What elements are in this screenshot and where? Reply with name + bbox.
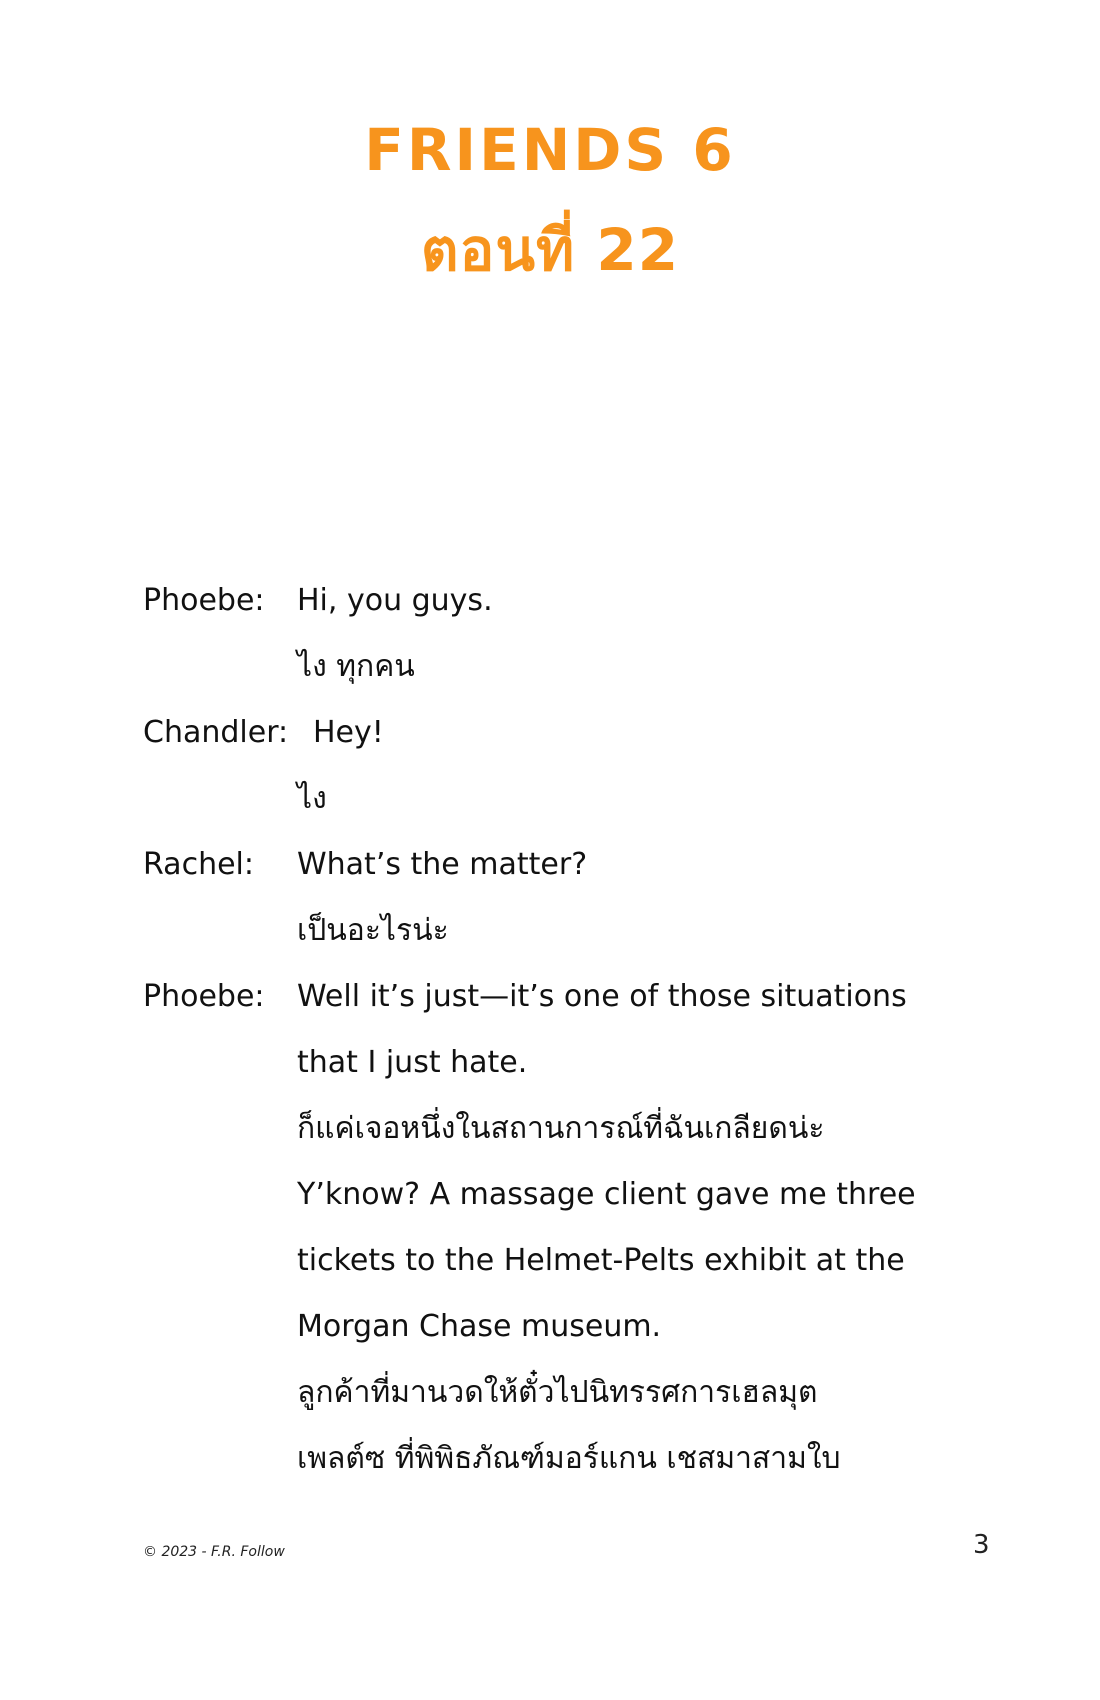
- copyright-notice: © 2023 - F.R. Follow: [143, 1544, 285, 1560]
- dialogue-text: Well it’s just—it’s one of those situations: [297, 979, 907, 1014]
- dialogue-line: [143, 1096, 1003, 1162]
- dialogue-line: [143, 634, 1003, 700]
- speaker-label: Chandler:: [143, 715, 289, 750]
- dialogue-text: that I just hate.: [297, 1045, 528, 1080]
- dialogue-translation: ลูกค้าที่มานวดให้ตั๋วไปนิทรรศการเฮลมุต: [297, 1375, 818, 1410]
- dialogue-text: What’s the matter?: [297, 847, 588, 882]
- dialogue-line: [143, 1228, 1003, 1294]
- dialogue-text: Y’know? A massage client gave me three: [297, 1177, 916, 1212]
- dialogue-translation: เพลต์ซ ที่พิพิธภัณฑ์มอร์แกน เชสมาสามใบ: [297, 1441, 841, 1476]
- dialogue-translation: ไง ทุกคน: [297, 649, 415, 684]
- dialogue-line: [143, 1030, 1003, 1096]
- speaker-label: Rachel:: [143, 847, 254, 882]
- dialogue-translation: ไง: [297, 781, 327, 816]
- dialogue-script: [143, 568, 1003, 1492]
- dialogue-translation: เป็นอะไรน่ะ: [297, 913, 449, 948]
- dialogue-line: [143, 1294, 1003, 1360]
- dialogue-text: Morgan Chase museum.: [297, 1309, 662, 1344]
- dialogue-line: [143, 1360, 1003, 1426]
- dialogue-line: [143, 700, 1003, 766]
- dialogue-translation: ก็แค่เจอหนึ่งในสถานการณ์ที่ฉันเกลียดน่ะ: [297, 1111, 825, 1146]
- speaker-label: Phoebe:: [143, 979, 265, 1014]
- dialogue-line: [143, 832, 1003, 898]
- page-number: 3: [973, 1530, 990, 1560]
- dialogue-line: [143, 964, 1003, 1030]
- dialogue-text: Hey!: [313, 715, 384, 750]
- dialogue-line: [143, 898, 1003, 964]
- dialogue-line: [143, 1426, 1003, 1492]
- dialogue-text: tickets to the Helmet-Pelts exhibit at the: [297, 1243, 905, 1278]
- dialogue-line: [143, 568, 1003, 634]
- title-show-name: FRIENDS 6: [364, 116, 736, 184]
- dialogue-text: Hi, you guys.: [297, 583, 493, 618]
- page-title: [0, 100, 1100, 300]
- title-episode: ตอนที่ 22: [420, 216, 680, 284]
- dialogue-line: [143, 766, 1003, 832]
- dialogue-line: [143, 1162, 1003, 1228]
- speaker-label: Phoebe:: [143, 583, 265, 618]
